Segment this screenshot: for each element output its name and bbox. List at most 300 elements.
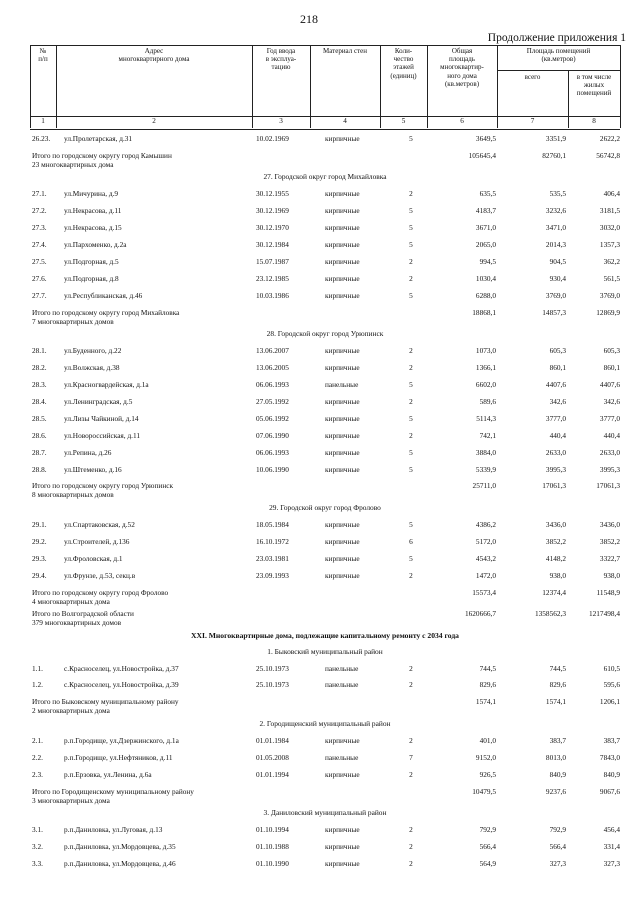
- row-total-area: 744,5: [479, 663, 496, 673]
- row-area-all: 8013,0: [545, 752, 566, 762]
- row-address: ул.Пролетарская, д.31: [64, 134, 133, 143]
- row-number: 26.23.: [32, 134, 51, 143]
- row-address: ул.Волжская, д.38: [64, 363, 120, 373]
- header-border: [620, 45, 621, 128]
- row-year: 07.06.1990: [256, 430, 289, 440]
- row-material: панельные: [325, 663, 359, 673]
- table-row: [0, 347, 640, 359]
- row-area-all: 2014,3: [545, 240, 566, 250]
- row-material: кирпичные: [325, 769, 360, 779]
- total-count: 4 многоквартирных дома: [32, 596, 110, 606]
- row-number: 2.2.: [32, 752, 43, 762]
- row-area-all: 938,0: [549, 570, 566, 580]
- row-address: р.п.Городище, ул.Дзержинского, д.1а: [64, 735, 179, 745]
- total-area-all: 82760,1: [542, 150, 566, 160]
- row-area-living: 595,6: [603, 680, 620, 690]
- row-floors: 5: [409, 553, 413, 563]
- row-area-living: 440,4: [603, 430, 620, 440]
- row-area-all: 4148,2: [545, 553, 566, 563]
- row-area-living: 456,4: [603, 825, 620, 834]
- table-row: [0, 258, 640, 270]
- row-material: кирпичные: [325, 240, 360, 250]
- row-area-all: 327,3: [549, 858, 566, 868]
- row-address: ул.Пархоменко, д.2а: [64, 240, 127, 250]
- row-total-area: 589,6: [479, 396, 496, 406]
- row-area-all: 3351,9: [545, 134, 566, 143]
- row-total-area: 5339,9: [475, 464, 496, 474]
- table-row: [0, 466, 640, 478]
- row-material: кирпичные: [325, 273, 360, 283]
- row-area-living: 561,5: [603, 273, 620, 283]
- row-floors: 5: [409, 380, 413, 389]
- row-year: 01.10.1990: [256, 858, 289, 868]
- row-area-all: 3232,6: [545, 206, 566, 216]
- column-number: 7: [530, 117, 535, 125]
- row-floors: 2: [409, 570, 413, 580]
- header-floors: Коли- чество этажей (единиц): [390, 47, 417, 80]
- row-year: 10.02.1969: [256, 134, 289, 143]
- row-number: 1.1.: [32, 663, 43, 673]
- row-total-area: 9152,0: [475, 752, 496, 762]
- row-total-area: 2065,0: [475, 240, 496, 250]
- row-address: ул.Новороссийская, д.11: [64, 430, 141, 440]
- row-year: 06.06.1993: [256, 447, 289, 457]
- row-year: 25.10.1973: [256, 680, 289, 690]
- header-living: в том числе жилых помещений: [576, 73, 612, 98]
- row-material: кирпичные: [325, 257, 360, 266]
- total-area-all: 17061,3: [542, 481, 566, 491]
- column-number: 1: [41, 117, 45, 125]
- row-address: ул.Подгорная, д.5: [64, 257, 119, 266]
- row-number: 1.2.: [32, 680, 43, 690]
- row-address: ул.Фроловская, д.1: [64, 553, 123, 563]
- row-number: 28.6.: [32, 430, 47, 440]
- row-year: 30.12.1969: [256, 206, 289, 216]
- row-total-area: 566,4: [479, 841, 496, 851]
- row-area-living: 406,4: [603, 189, 620, 199]
- table-row: [0, 572, 640, 584]
- row-year: 25.10.1973: [256, 663, 289, 673]
- row-area-all: 840,9: [549, 769, 566, 779]
- row-address: ул.Спартаковская, д.52: [64, 519, 135, 529]
- row-area-all: 605,3: [549, 346, 566, 356]
- row-area-all: 860,1: [549, 363, 566, 373]
- row-floors: 6: [409, 536, 413, 546]
- row-floors: 5: [409, 519, 413, 529]
- row-area-living: 605,3: [603, 346, 620, 356]
- row-area-living: 7843,0: [599, 752, 620, 762]
- row-area-living: 3322,7: [599, 553, 620, 563]
- chapter-title: XXI. Многоквартирные дома, подлежащие капитальному ремонту с 2034 года: [191, 630, 459, 640]
- total-area: 15573,4: [472, 587, 496, 597]
- row-area-all: 342,6: [549, 396, 566, 406]
- table-row: [0, 241, 640, 253]
- row-total-area: 6288,0: [475, 290, 496, 300]
- header-border: [497, 70, 620, 71]
- row-number: 29.1.: [32, 519, 47, 529]
- row-address: ул.Ленинградская, д.5: [64, 396, 133, 406]
- total-area: 18868,1: [472, 307, 496, 317]
- total-label: Итого по Городищенскому муниципальному району: [32, 786, 194, 796]
- row-address: ул.Штеменко, д.16: [64, 464, 122, 474]
- row-address: р.п.Даниловка, ул.Мордовцева, д.35: [64, 841, 176, 851]
- table-row: [0, 292, 640, 304]
- row-total-area: 792,9: [479, 825, 496, 834]
- row-area-all: 3852,2: [545, 536, 566, 546]
- row-year: 01.01.1984: [256, 735, 289, 745]
- row-area-all: 383,7: [549, 735, 566, 745]
- table-row: [0, 826, 640, 838]
- row-number: 27.6.: [32, 273, 47, 283]
- row-area-living: 938,0: [603, 570, 620, 580]
- table-row: [0, 681, 640, 693]
- row-year: 01.10.1994: [256, 825, 289, 834]
- row-total-area: 4543,2: [475, 553, 496, 563]
- row-area-all: 930,4: [549, 273, 566, 283]
- column-number: 6: [460, 117, 464, 125]
- row-year: 01.10.1988: [256, 841, 289, 851]
- row-floors: 5: [409, 223, 413, 233]
- row-year: 23.03.1981: [256, 553, 289, 563]
- row-number: 28.7.: [32, 447, 47, 457]
- row-year: 06.06.1993: [256, 380, 289, 389]
- row-area-living: 3995,3: [599, 464, 620, 474]
- row-area-living: 1357,3: [599, 240, 620, 250]
- row-material: кирпичные: [325, 206, 360, 216]
- row-number: 28.1.: [32, 346, 47, 356]
- row-number: 3.2.: [32, 841, 43, 851]
- table-row: [0, 860, 640, 872]
- section-title: 1. Быковский муниципальный район: [267, 646, 383, 656]
- row-total-area: 926,5: [479, 769, 496, 779]
- row-area-all: 3436,0: [545, 519, 566, 529]
- row-number: 27.1.: [32, 189, 47, 199]
- row-material: кирпичные: [325, 825, 360, 834]
- total-label: Итого по городскому округу город Михайловка: [32, 307, 180, 317]
- table-row: [0, 135, 640, 147]
- header-total-area: Общая площадь многоквартир- ного дома (кв.метров): [440, 47, 484, 88]
- row-address: р.п.Даниловка, ул.Луговая, д.13: [64, 825, 163, 834]
- row-area-living: 383,7: [603, 735, 620, 745]
- row-area-living: 3181,5: [599, 206, 620, 216]
- table-row: [0, 754, 640, 766]
- section-title: 2. Городищенский муниципальный район: [259, 718, 391, 728]
- row-year: 15.07.1987: [256, 257, 289, 266]
- total-area: 105645,4: [468, 150, 496, 160]
- row-floors: 2: [409, 769, 413, 779]
- row-number: 27.7.: [32, 290, 47, 300]
- row-area-living: 860,1: [603, 363, 620, 373]
- total-label: Итого по городскому округу город Фролово: [32, 587, 169, 597]
- header-num: № п/п: [38, 47, 48, 64]
- row-address: ул.Некрасова, д.11: [64, 206, 122, 216]
- row-year: 05.06.1992: [256, 413, 289, 423]
- row-area-living: 610,5: [603, 663, 620, 673]
- row-total-area: 3649,5: [475, 134, 496, 143]
- row-year: 30.12.1970: [256, 223, 289, 233]
- row-area-all: 2633,0: [545, 447, 566, 457]
- row-area-all: 3777,0: [545, 413, 566, 423]
- row-address: р.п.Ерзовка, ул.Ленина, д.6а: [64, 769, 152, 779]
- page-number: 218: [300, 12, 318, 26]
- table-row: [0, 381, 640, 393]
- row-material: кирпичные: [325, 858, 360, 868]
- header-year: Год ввода в эксплуа- тацию: [265, 47, 297, 72]
- row-material: кирпичные: [325, 346, 360, 356]
- row-material: кирпичные: [325, 841, 360, 851]
- row-total-area: 829,6: [479, 680, 496, 690]
- header-address: Адрес многоквартирного дома: [118, 47, 190, 64]
- row-number: 3.1.: [32, 825, 43, 834]
- total-count: 23 многоквартирных дома: [32, 159, 114, 169]
- table-row: [0, 415, 640, 427]
- row-address: р.п.Городище, ул.Нефтяников, д.11: [64, 752, 173, 762]
- row-total-area: 1030,4: [475, 273, 496, 283]
- total-area-living: 1206,1: [599, 697, 620, 707]
- row-area-all: 3995,3: [545, 464, 566, 474]
- row-material: панельные: [325, 380, 359, 389]
- row-floors: 2: [409, 189, 413, 199]
- row-total-area: 994,5: [479, 257, 496, 266]
- row-material: кирпичные: [325, 519, 360, 529]
- row-material: кирпичные: [325, 413, 360, 423]
- header-material: Материал стен: [323, 47, 367, 55]
- header-premises-area: Площадь помещений (кв.метров): [526, 47, 591, 64]
- row-area-living: 2633,0: [599, 447, 620, 457]
- row-total-area: 5114,3: [476, 413, 496, 423]
- row-year: 30.12.1955: [256, 189, 289, 199]
- row-number: 29.2.: [32, 536, 47, 546]
- column-number: 4: [343, 117, 347, 125]
- section-title: 3. Даниловский муниципальный район: [263, 808, 387, 817]
- row-floors: 2: [409, 273, 413, 283]
- total-count: 8 многоквартирных домов: [32, 490, 114, 500]
- row-address: ул.Некрасова, д.15: [64, 223, 122, 233]
- row-address: ул.Фрунзе, д.53, секц.в: [64, 570, 136, 580]
- section-title: 29. Городской округ город Фролово: [269, 502, 381, 512]
- row-area-living: 331,4: [603, 841, 620, 851]
- row-area-living: 3769,0: [599, 290, 620, 300]
- row-number: 28.3.: [32, 380, 47, 389]
- row-address: ул.Лизы Чайкиной, д.14: [64, 413, 139, 423]
- row-year: 18.05.1984: [256, 519, 289, 529]
- row-total-area: 1472,0: [475, 570, 496, 580]
- row-area-all: 4407,6: [545, 380, 566, 389]
- total-area: 25711,0: [472, 481, 496, 491]
- row-floors: 5: [409, 134, 413, 143]
- row-material: кирпичные: [325, 189, 360, 199]
- table-row: [0, 364, 640, 376]
- row-floors: 5: [409, 413, 413, 423]
- row-floors: 2: [409, 363, 413, 373]
- row-address: с.Красноселец, ул.Новостройка, д.39: [64, 680, 179, 690]
- row-total-area: 635,5: [479, 189, 496, 199]
- total-label: Итого по городскому округу город Урюпинск: [32, 481, 174, 491]
- row-floors: 2: [409, 680, 413, 690]
- row-number: 27.2.: [32, 206, 47, 216]
- row-total-area: 1073,0: [475, 346, 496, 356]
- row-floors: 5: [409, 206, 413, 216]
- total-label: Итого по Быковскому муниципальному району: [32, 697, 179, 707]
- column-number: 2: [152, 117, 156, 125]
- total-area: 1620666,7: [464, 609, 496, 618]
- row-material: кирпичные: [325, 735, 360, 745]
- row-material: кирпичные: [325, 447, 360, 457]
- row-material: кирпичные: [325, 223, 360, 233]
- row-number: 2.1.: [32, 735, 43, 745]
- row-year: 13.06.2007: [256, 346, 289, 356]
- row-area-living: 2622,2: [599, 134, 620, 143]
- row-address: ул.Республиканская, д.46: [64, 290, 143, 300]
- row-year: 23.12.1985: [256, 273, 289, 283]
- row-area-all: 829,6: [549, 680, 566, 690]
- row-number: 28.8.: [32, 464, 47, 474]
- row-address: ул.Подгорная, д.8: [64, 273, 119, 283]
- row-area-living: 4407,6: [599, 380, 620, 389]
- row-area-living: 3852,2: [599, 536, 620, 546]
- column-number: 3: [279, 117, 283, 125]
- total-area-all: 9237,6: [545, 786, 566, 796]
- total-area: 10479,5: [472, 786, 496, 796]
- row-year: 23.09.1993: [256, 570, 289, 580]
- row-year: 01.05.2008: [256, 752, 289, 762]
- row-year: 27.05.1992: [256, 396, 289, 406]
- row-material: кирпичные: [325, 290, 360, 300]
- row-floors: 5: [409, 290, 413, 300]
- row-area-all: 3471,0: [545, 223, 566, 233]
- total-label: Итого по Волгоградской области: [32, 609, 134, 618]
- row-number: 29.3.: [32, 553, 47, 563]
- total-area-all: 14857,3: [542, 307, 566, 317]
- total-area: 1574,1: [475, 697, 496, 707]
- row-area-all: 535,5: [549, 189, 566, 199]
- row-address: ул.Красногвардейская, д.1а: [64, 380, 149, 389]
- row-number: 2.3.: [32, 769, 43, 779]
- row-area-living: 3436,0: [599, 519, 620, 529]
- row-year: 30.12.1984: [256, 240, 289, 250]
- row-floors: 2: [409, 825, 413, 834]
- row-year: 10.06.1990: [256, 464, 289, 474]
- row-number: 27.5.: [32, 257, 47, 266]
- row-area-living: 3032,0: [599, 223, 620, 233]
- row-floors: 2: [409, 430, 413, 440]
- row-area-all: 440,4: [549, 430, 566, 440]
- row-total-area: 1366,1: [475, 363, 496, 373]
- row-area-living: 342,6: [603, 396, 620, 406]
- table-row: [0, 432, 640, 444]
- row-floors: 2: [409, 858, 413, 868]
- row-year: 01.01.1994: [256, 769, 289, 779]
- table-row: [0, 521, 640, 533]
- column-number: 5: [401, 117, 406, 125]
- row-area-living: 362,2: [603, 257, 620, 266]
- total-count: 379 многоквартирных домов: [32, 618, 122, 627]
- section-title: 28. Городской округ город Урюпинск: [266, 329, 384, 339]
- header-all: всего: [524, 73, 541, 81]
- row-total-area: 3884,0: [475, 447, 496, 457]
- row-address: ул.Репина, д.26: [64, 447, 112, 457]
- row-area-all: 3769,0: [545, 290, 566, 300]
- appendix-label: Продолжение приложения 1: [487, 32, 626, 44]
- row-number: 28.2.: [32, 363, 47, 373]
- row-area-living: 327,3: [603, 858, 620, 868]
- row-total-area: 564,9: [479, 858, 496, 868]
- total-label: Итого по городскому округу город Камышин: [32, 150, 172, 160]
- row-floors: 2: [409, 346, 413, 356]
- row-material: кирпичные: [325, 430, 360, 440]
- row-area-living: 840,9: [603, 769, 620, 779]
- row-area-all: 792,9: [549, 825, 566, 834]
- table-row: [0, 224, 640, 236]
- row-material: кирпичные: [325, 536, 360, 546]
- total-count: 2 многоквартирных дома: [32, 706, 110, 716]
- row-total-area: 401,0: [479, 735, 496, 745]
- row-total-area: 6602,0: [475, 380, 496, 389]
- row-total-area: 4386,2: [475, 519, 496, 529]
- section-title: 27. Городской округ город Михайловка: [263, 172, 387, 182]
- row-area-all: 744,5: [549, 663, 566, 673]
- table-row: [0, 275, 640, 287]
- row-material: кирпичные: [325, 570, 360, 580]
- row-number: 3.3.: [32, 858, 43, 868]
- row-floors: 5: [409, 464, 413, 474]
- row-number: 27.4.: [32, 240, 47, 250]
- row-number: 28.4.: [32, 396, 47, 406]
- row-material: кирпичные: [325, 363, 360, 373]
- table-row: [0, 207, 640, 219]
- total-count: 3 многоквартирных дома: [32, 795, 110, 805]
- table-row: [0, 538, 640, 550]
- row-year: 16.10.1972: [256, 536, 289, 546]
- row-number: 28.5.: [32, 413, 47, 423]
- table-row: [0, 449, 640, 461]
- row-area-all: 904,5: [549, 257, 566, 266]
- row-address: ул.Строителей, д.136: [64, 536, 130, 546]
- table-row: [0, 190, 640, 202]
- total-area-all: 12374,4: [542, 587, 566, 597]
- row-number: 29.4.: [32, 570, 47, 580]
- table-row: [0, 665, 640, 677]
- row-material: кирпичные: [325, 464, 360, 474]
- row-address: р.п.Даниловка, ул.Мордовцева, д.46: [64, 858, 176, 868]
- row-total-area: 742,1: [479, 430, 496, 440]
- total-area-living: 1217498,4: [588, 609, 620, 618]
- row-floors: 2: [409, 841, 413, 851]
- row-total-area: 3671,0: [475, 223, 496, 233]
- row-material: кирпичные: [325, 553, 360, 563]
- column-number: 8: [592, 117, 596, 125]
- row-address: ул.Буденного, д.22: [64, 346, 122, 356]
- row-floors: 2: [409, 257, 413, 266]
- total-area-living: 9067,6: [599, 786, 620, 796]
- row-year: 13.06.2005: [256, 363, 289, 373]
- row-address: ул.Мичурина, д.9: [64, 189, 119, 199]
- row-area-living: 3777,0: [599, 413, 620, 423]
- total-area-all: 1574,1: [545, 697, 566, 707]
- table-row: [0, 843, 640, 855]
- row-floors: 2: [409, 396, 413, 406]
- table-row: [0, 737, 640, 749]
- row-material: кирпичные: [325, 396, 360, 406]
- table-row: [0, 555, 640, 567]
- row-area-all: 566,4: [549, 841, 566, 851]
- row-total-area: 5172,0: [475, 536, 496, 546]
- row-address: с.Красноселец, ул.Новостройка, д.37: [64, 663, 179, 673]
- row-floors: 2: [409, 663, 413, 673]
- row-material: панельные: [325, 680, 359, 690]
- row-material: панельные: [325, 752, 359, 762]
- table-row: [0, 771, 640, 783]
